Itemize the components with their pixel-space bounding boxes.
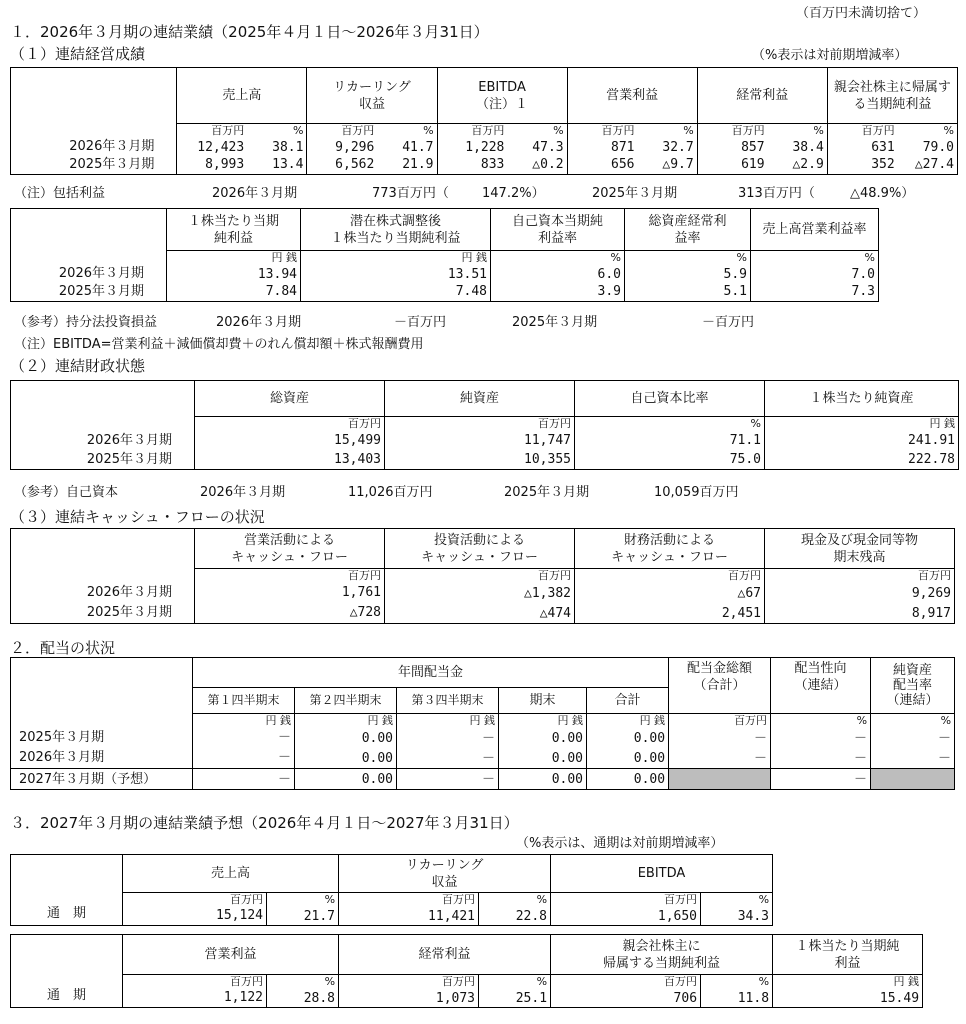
value-cell: 21.7	[267, 907, 339, 926]
unit-cell: 円 銭	[765, 417, 959, 432]
equity-method-value1: －百万円	[394, 315, 447, 330]
unit-cell: 円 銭	[397, 714, 499, 729]
corner-cell	[11, 658, 193, 688]
value-cell: 11,747	[385, 431, 575, 450]
value-cell: 0.00	[295, 748, 397, 769]
shareholders-equity-label: （参考）自己資本	[14, 485, 119, 500]
row-labels	[11, 893, 123, 926]
unit-cell: 百万円	[195, 569, 385, 584]
value-cell: －	[771, 748, 871, 769]
value-cell: 71.1	[575, 431, 765, 450]
row-labels	[11, 417, 195, 470]
value-cell: △67	[575, 583, 765, 603]
shareholders-equity-value2: 10,059百万円	[654, 485, 739, 500]
row-label: 2026年３月期	[19, 750, 105, 765]
header-financing-cf: 財務活動による キャッシュ・フロー	[575, 529, 765, 569]
header-total-dividends: 配当金総額 （合計）	[669, 658, 771, 714]
value-cell: 871	[567, 138, 637, 156]
header-diluted-eps: 潜在株式調整後 １株当たり当期純利益	[301, 209, 491, 251]
unit-cell: 円 銭	[587, 714, 669, 729]
comprehensive-income-period1: 2026年３月期	[212, 186, 298, 201]
header-bps: １株当たり純資産	[765, 381, 959, 417]
value-cell: －	[771, 728, 871, 748]
unit-cell: 円 銭	[773, 975, 923, 990]
value-cell: 222.78	[765, 450, 959, 470]
row-labels	[11, 714, 193, 769]
value-cell: 79.0	[898, 138, 958, 156]
pct-note: （%表示は対前期増減率）	[752, 48, 908, 63]
value-cell: 3.9	[491, 283, 625, 301]
header-ordinary-profit: 経常利益	[339, 935, 551, 975]
value-cell: 1,761	[195, 583, 385, 603]
unit-cell: %	[771, 714, 871, 729]
corner-cell	[11, 935, 123, 975]
per-share-table	[10, 208, 879, 302]
value-cell: 0.00	[499, 748, 587, 769]
value-cell: 38.1	[247, 138, 307, 156]
value-cell: 0.00	[295, 769, 397, 790]
value-cell: －	[871, 728, 955, 748]
value-cell: －	[193, 728, 295, 748]
unit-cell: %	[507, 124, 567, 139]
value-cell: △0.2	[507, 156, 567, 174]
header-sales: 売上高	[123, 855, 339, 893]
row-labels	[11, 124, 177, 175]
value-cell: －	[871, 748, 955, 769]
forecast-pct-note: （%表示は、通期は対前期増減率）	[516, 836, 724, 851]
value-cell: 13.51	[301, 265, 491, 283]
value-cell: 12,423	[177, 138, 247, 156]
value-cell: 38.4	[768, 138, 828, 156]
unit-cell: %	[377, 124, 437, 139]
value-cell: 1,073	[339, 989, 479, 1008]
unit-cell: %	[479, 893, 551, 908]
row-label: 通 期	[46, 906, 86, 921]
comprehensive-income-pct2: △48.9%）	[850, 186, 915, 201]
unit-note: （百万円未満切捨て）	[796, 6, 927, 21]
unit-cell: 百万円	[385, 569, 575, 584]
row-labels	[11, 569, 195, 624]
unit-cell: 百万円	[765, 569, 955, 584]
shareholders-equity-period1: 2026年３月期	[200, 485, 286, 500]
value-cell: △2.9	[768, 156, 828, 174]
unit-cell: 百万円	[437, 124, 507, 139]
unit-cell: 百万円	[339, 975, 479, 990]
section-2-title: ２．配当の状況	[10, 639, 116, 657]
value-cell: 631	[827, 138, 897, 156]
unit-cell: %	[247, 124, 307, 139]
header-operating-profit: 営業利益	[567, 68, 697, 124]
header-q2: 第２四半期末	[295, 688, 397, 714]
value-cell: 6.0	[491, 265, 625, 283]
row-label: 2026年３月期	[69, 138, 155, 154]
value-cell: 0.00	[587, 748, 669, 769]
header-recurring: リカーリング 収益	[307, 68, 437, 124]
ebitda-note: （注）EBITDA=営業利益＋減価償却費＋のれん償却額＋株式報酬費用	[14, 337, 424, 352]
value-cell: 7.3	[751, 283, 879, 301]
unit-cell: 百万円	[551, 975, 701, 990]
header-net-income: 親会社株主に帰属す る当期純利益	[827, 68, 957, 124]
unit-cell: 百万円	[567, 124, 637, 139]
row-labels	[11, 975, 123, 1008]
value-cell: 22.8	[479, 907, 551, 926]
row-label: 2026年３月期	[86, 585, 172, 600]
value-cell: 857	[697, 138, 767, 156]
value-cell: 13.94	[167, 265, 301, 283]
header-cash-balance: 現金及び現金同等物 期末残高	[765, 529, 955, 569]
value-cell: 706	[551, 989, 701, 1008]
value-cell: 32.7	[637, 138, 697, 156]
row-label: 通 期	[46, 988, 86, 1003]
unit-cell: 百万円	[307, 124, 377, 139]
header-operating-profit: 営業利益	[123, 935, 339, 975]
unit-cell: 百万円	[339, 893, 479, 908]
corner-cell	[11, 529, 195, 569]
value-cell: 34.3	[701, 907, 773, 926]
header-eps: １株当たり当期 純利益	[167, 209, 301, 251]
value-cell: －	[397, 728, 499, 748]
unit-cell: 円 銭	[499, 714, 587, 729]
section-1-3-title: （３）連結キャッシュ・フローの状況	[10, 508, 265, 526]
comprehensive-income-value1: 773百万円（	[372, 186, 449, 201]
cash-flow-table	[10, 528, 955, 624]
value-cell: 8,993	[177, 156, 247, 174]
equity-method-period2: 2025年３月期	[512, 315, 598, 330]
comprehensive-income-period2: 2025年３月期	[592, 186, 678, 201]
corner-cell	[11, 209, 167, 251]
unit-cell: 百万円	[551, 893, 701, 908]
value-cell: 2,451	[575, 603, 765, 624]
unit-cell: %	[267, 975, 339, 990]
value-cell: 7.0	[751, 265, 879, 283]
value-cell: 13.4	[247, 156, 307, 174]
value-cell: △9.7	[637, 156, 697, 174]
value-cell: 1,228	[437, 138, 507, 156]
dividends-table	[10, 657, 955, 790]
unit-cell: %	[625, 251, 751, 266]
section-3-title: ３．2027年３月期の連結業績予想（2026年４月１日～2027年３月31日）	[10, 814, 519, 832]
unit-cell: %	[267, 893, 339, 908]
unit-cell: 百万円	[697, 124, 767, 139]
value-cell: 0.00	[295, 728, 397, 748]
corner-cell	[11, 688, 193, 714]
shaded-cell	[871, 769, 955, 790]
shaded-cell	[669, 769, 771, 790]
header-equity-ratio: 自己資本比率	[575, 381, 765, 417]
row-label: 2025年３月期	[58, 283, 144, 299]
value-cell: 0.00	[499, 728, 587, 748]
header-ebitda: EBITDA （注）１	[437, 68, 567, 124]
unit-cell: %	[637, 124, 697, 139]
value-cell: 7.48	[301, 283, 491, 301]
header-year-end: 期末	[499, 688, 587, 714]
header-eps: １株当たり当期純 利益	[773, 935, 923, 975]
unit-cell: %	[898, 124, 958, 139]
value-cell: －	[669, 728, 771, 748]
value-cell: 1,650	[551, 907, 701, 926]
unit-cell: 百万円	[123, 975, 267, 990]
value-cell: 1,122	[123, 989, 267, 1008]
value-cell: 656	[567, 156, 637, 174]
unit-cell: 百万円	[827, 124, 897, 139]
row-label: 2026年３月期	[86, 433, 172, 448]
value-cell: 352	[827, 156, 897, 174]
value-cell: △474	[385, 603, 575, 624]
value-cell: 75.0	[575, 450, 765, 470]
unit-cell: 百万円	[575, 569, 765, 584]
unit-cell: %	[701, 975, 773, 990]
value-cell: △728	[195, 603, 385, 624]
header-investing-cf: 投資活動による キャッシュ・フロー	[385, 529, 575, 569]
header-payout-ratio: 配当性向 （連結）	[771, 658, 871, 714]
value-cell: 11,421	[339, 907, 479, 926]
value-cell: 241.91	[765, 431, 959, 450]
value-cell: 28.8	[267, 989, 339, 1008]
value-cell: －	[193, 748, 295, 769]
unit-cell: 円 銭	[167, 251, 301, 266]
row-label: 2025年３月期	[86, 605, 172, 620]
value-cell: －	[193, 769, 295, 790]
header-net-income: 親会社株主に 帰属する当期純利益	[551, 935, 773, 975]
header-roe: 自己資本当期純 利益率	[491, 209, 625, 251]
row-label: 2025年３月期	[19, 730, 105, 745]
unit-cell: 円 銭	[193, 714, 295, 729]
unit-cell: 円 銭	[295, 714, 397, 729]
unit-cell: %	[768, 124, 828, 139]
row-label: 2025年３月期	[86, 452, 172, 467]
corner-cell	[11, 855, 123, 893]
value-cell: 47.3	[507, 138, 567, 156]
value-cell: －	[397, 748, 499, 769]
value-cell: 5.1	[625, 283, 751, 301]
corner-cell	[11, 381, 195, 417]
section-1-2-title: （２）連結財政状態	[10, 357, 146, 375]
value-cell: 0.00	[587, 728, 669, 748]
unit-cell: %	[701, 893, 773, 908]
equity-method-period1: 2026年３月期	[216, 315, 302, 330]
value-cell: 7.84	[167, 283, 301, 301]
header-dividend-on-equity: 純資産 配当率 （連結）	[871, 658, 955, 714]
unit-cell: 百万円	[177, 124, 247, 139]
unit-cell: %	[575, 417, 765, 432]
value-cell: 25.1	[479, 989, 551, 1008]
value-cell: －	[669, 748, 771, 769]
value-cell: △1,382	[385, 583, 575, 603]
header-net-assets: 純資産	[385, 381, 575, 417]
value-cell: 15.49	[773, 989, 923, 1008]
operating-results-table	[10, 67, 958, 175]
value-cell: 15,124	[123, 907, 267, 926]
forecast-table-1	[10, 854, 773, 926]
row-label-forecast: 2027年３月期（予想）	[11, 769, 193, 790]
unit-cell: %	[479, 975, 551, 990]
value-cell: 9,296	[307, 138, 377, 156]
comprehensive-income-label: （注）包括利益	[14, 186, 106, 201]
section-1-1-title: （１）連結経営成績	[10, 45, 146, 63]
header-roa: 総資産経常利 益率	[625, 209, 751, 251]
value-cell: 8,917	[765, 603, 955, 624]
header-ordinary-profit: 経常利益	[697, 68, 827, 124]
comprehensive-income-value2: 313百万円（	[738, 186, 815, 201]
header-annual-dividends: 年間配当金	[193, 658, 669, 688]
header-ebitda: EBITDA	[551, 855, 773, 893]
equity-method-label: （参考）持分法投資損益	[14, 315, 158, 330]
value-cell: 0.00	[587, 769, 669, 790]
unit-cell: %	[871, 714, 955, 729]
header-operating-margin: 売上高営業利益率	[751, 209, 879, 251]
value-cell: －	[397, 769, 499, 790]
value-cell: 9,269	[765, 583, 955, 603]
unit-cell: 百万円	[385, 417, 575, 432]
header-sales: 売上高	[177, 68, 307, 124]
unit-cell: 百万円	[123, 893, 267, 908]
value-cell: 21.9	[377, 156, 437, 174]
value-cell: 6,562	[307, 156, 377, 174]
value-cell: △27.4	[898, 156, 958, 174]
value-cell: 619	[697, 156, 767, 174]
corner-cell	[11, 68, 177, 124]
equity-method-value2: －百万円	[702, 315, 755, 330]
value-cell: 10,355	[385, 450, 575, 470]
section-1-title: １．2026年３月期の連結業績（2025年４月１日～2026年３月31日）	[10, 23, 489, 41]
value-cell: 833	[437, 156, 507, 174]
forecast-table-2	[10, 934, 923, 1008]
unit-cell: %	[491, 251, 625, 266]
comprehensive-income-pct1: 147.2%）	[482, 186, 545, 201]
header-total: 合計	[587, 688, 669, 714]
unit-cell: %	[751, 251, 879, 266]
shareholders-equity-period2: 2025年３月期	[504, 485, 590, 500]
value-cell: 13,403	[195, 450, 385, 470]
row-label: 2025年３月期	[69, 156, 155, 172]
shareholders-equity-value1: 11,026百万円	[348, 485, 433, 500]
header-q1: 第１四半期末	[193, 688, 295, 714]
value-cell: 11.8	[701, 989, 773, 1008]
value-cell: －	[771, 769, 871, 790]
value-cell: 15,499	[195, 431, 385, 450]
header-operating-cf: 営業活動による キャッシュ・フロー	[195, 529, 385, 569]
unit-cell: 百万円	[669, 714, 771, 729]
row-label: 2026年３月期	[58, 265, 144, 281]
value-cell: 0.00	[499, 769, 587, 790]
value-cell: 5.9	[625, 265, 751, 283]
header-total-assets: 総資産	[195, 381, 385, 417]
financial-position-table	[10, 380, 959, 470]
header-recurring: リカーリング 収益	[339, 855, 551, 893]
unit-cell: 百万円	[195, 417, 385, 432]
unit-cell: 円 銭	[301, 251, 491, 266]
value-cell: 41.7	[377, 138, 437, 156]
header-q3: 第３四半期末	[397, 688, 499, 714]
row-labels	[11, 251, 167, 302]
